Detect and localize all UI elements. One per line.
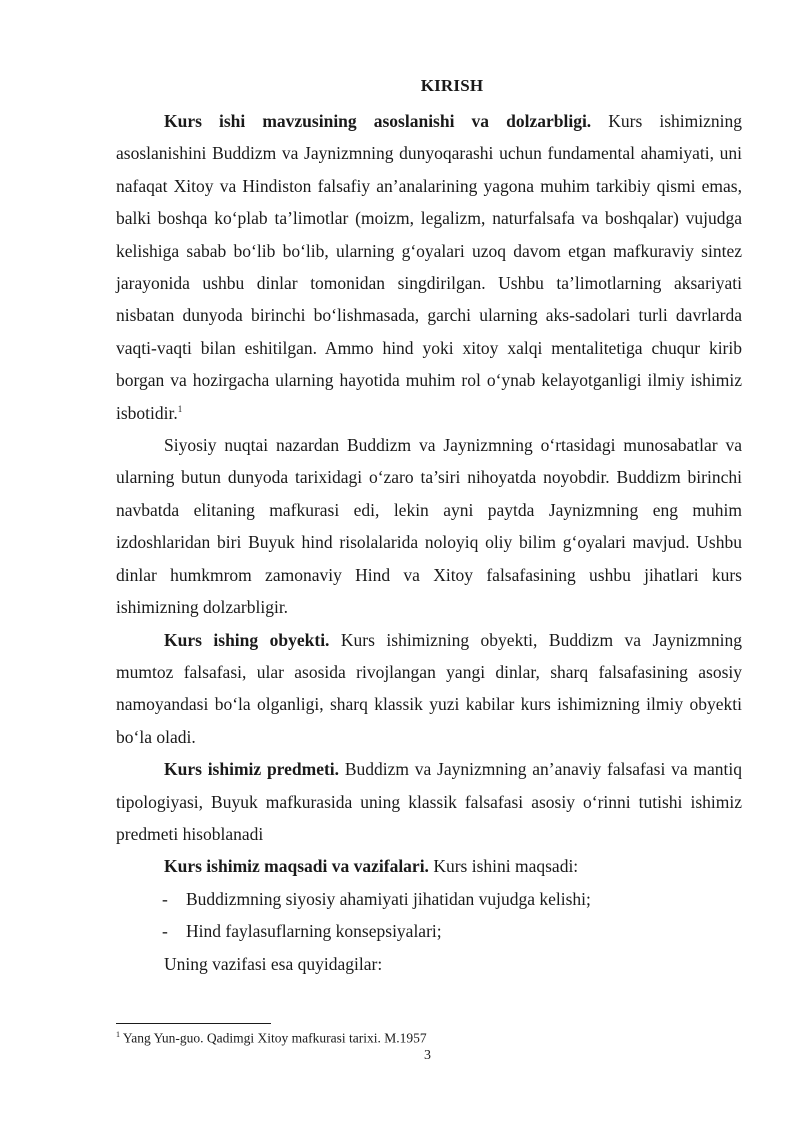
paragraph-text: Siyosiy nuqtai nazardan Buddizm va Jaynizmning o‘rtasidagi munosabatlar va ularning butun dunyoda tarixidagi o‘zaro ta’siri nihoyatda noyobdir. Buddizm birinchi navbatda elitaning mafkurasi edi, lekin ayni paytda Jaynizmning eng muhim izdoshlaridan biri Buyuk hind risolalarida noloyiq oliy bilim g‘oyalari mavjud. Ushbu dinlar humkmrom zamonaviy Hind va Xitoy falsafasining ushbu jihatlari kurs ishimizning dolzarbligir.	[116, 435, 742, 618]
list-dash: -	[162, 888, 168, 909]
paragraph-heading: Kurs ishing obyekti.	[164, 629, 330, 650]
list-dash: -	[162, 921, 168, 942]
paragraph-heading: Kurs ishimiz maqsadi va vazifalari.	[164, 856, 429, 877]
list-item-text: Hind faylasuflarning konsepsiyalari;	[186, 921, 442, 942]
list-item	[116, 883, 742, 915]
paragraph-text: Kurs ishini maqsadi:	[428, 856, 579, 877]
footnote-divider	[116, 1023, 271, 1024]
paragraph-text: Kurs ishimizning obyekti, Buddizm va Jaynizmning mumtoz falsafasi, ular asosida rivojlangan yangi dinlar, sharq falsafasining asosiy namoyandasi bo‘la olganligi, sharq klassik yuzi kabilar kurs ishimizning ilmiy obyekti bo‘la oladi.	[116, 629, 742, 747]
paragraph-text: Uning vazifasi esa quyidagilar:	[164, 953, 383, 974]
paragraph-object	[116, 624, 742, 754]
footnote-number: 1	[116, 1030, 120, 1039]
paragraph-text: Buddizm va Jaynizmning an’anaviy falsafasi va mantiq tipologiyasi, Buyuk mafkurasida uning klassik falsafasi asosiy o‘rinni tutishi ishimiz predmeti hisoblanadi	[116, 759, 742, 844]
list-item	[116, 915, 742, 947]
body-text	[116, 105, 742, 980]
page-title: KIRISH	[420, 76, 484, 95]
paragraph-heading: Kurs ishimiz predmeti.	[164, 759, 340, 780]
paragraph-goals	[116, 850, 742, 882]
footnote-reference[interactable]: 1	[177, 403, 183, 414]
paragraph-tasks	[116, 948, 742, 980]
paragraph-subject	[116, 753, 742, 850]
footnote	[116, 1030, 427, 1047]
page-number: 3	[424, 1048, 431, 1063]
footnote-text: Yang Yun-guo. Qadimgi Xitoy mafkurasi tarixi. M.1957	[120, 1030, 427, 1046]
paragraph-heading: Kurs ishi mavzusining asoslanishi va dolzarbligi.	[164, 111, 592, 131]
paragraph-relevance	[116, 105, 742, 429]
paragraph-political	[116, 429, 742, 623]
paragraph-text: Kurs ishimizning asoslanishini Buddizm va Jaynizmning dunyoqarashi uchun fundamental ahamiyati, uni nafaqat Xitoy va Hindiston falsafiy an’analarining yagona muhim tarkibiy qismi emas, balki boshqa ko‘plab ta’limotlar (moizm, legalizm, naturfalsafa va boshqalar) vujudga kelishiga sabab bo‘lib bo‘lib, ularning g‘oyalari uzoq davom etgan mafkuraviy sintez jarayonida ushbu dinlar tomonidan singdirilgan. Ushbu ta’limotlarning aksariyati nisbatan dunyoda birinchi bo‘lishmasada, garchi ularning aks-sadolari turli davrlarda vaqti-vaqti bilan eshitilgan. Ammo hind yoki xitoy xalqi mentalitetiga chuqur kirib borgan va hozirgacha ularning hayotida muhim rol o‘ynab kelayotganligi ilmiy ishimiz isbotidir.	[116, 111, 742, 423]
list-item-text: Buddizmning siyosiy ahamiyati jihatidan vujudga kelishi;	[186, 888, 591, 909]
